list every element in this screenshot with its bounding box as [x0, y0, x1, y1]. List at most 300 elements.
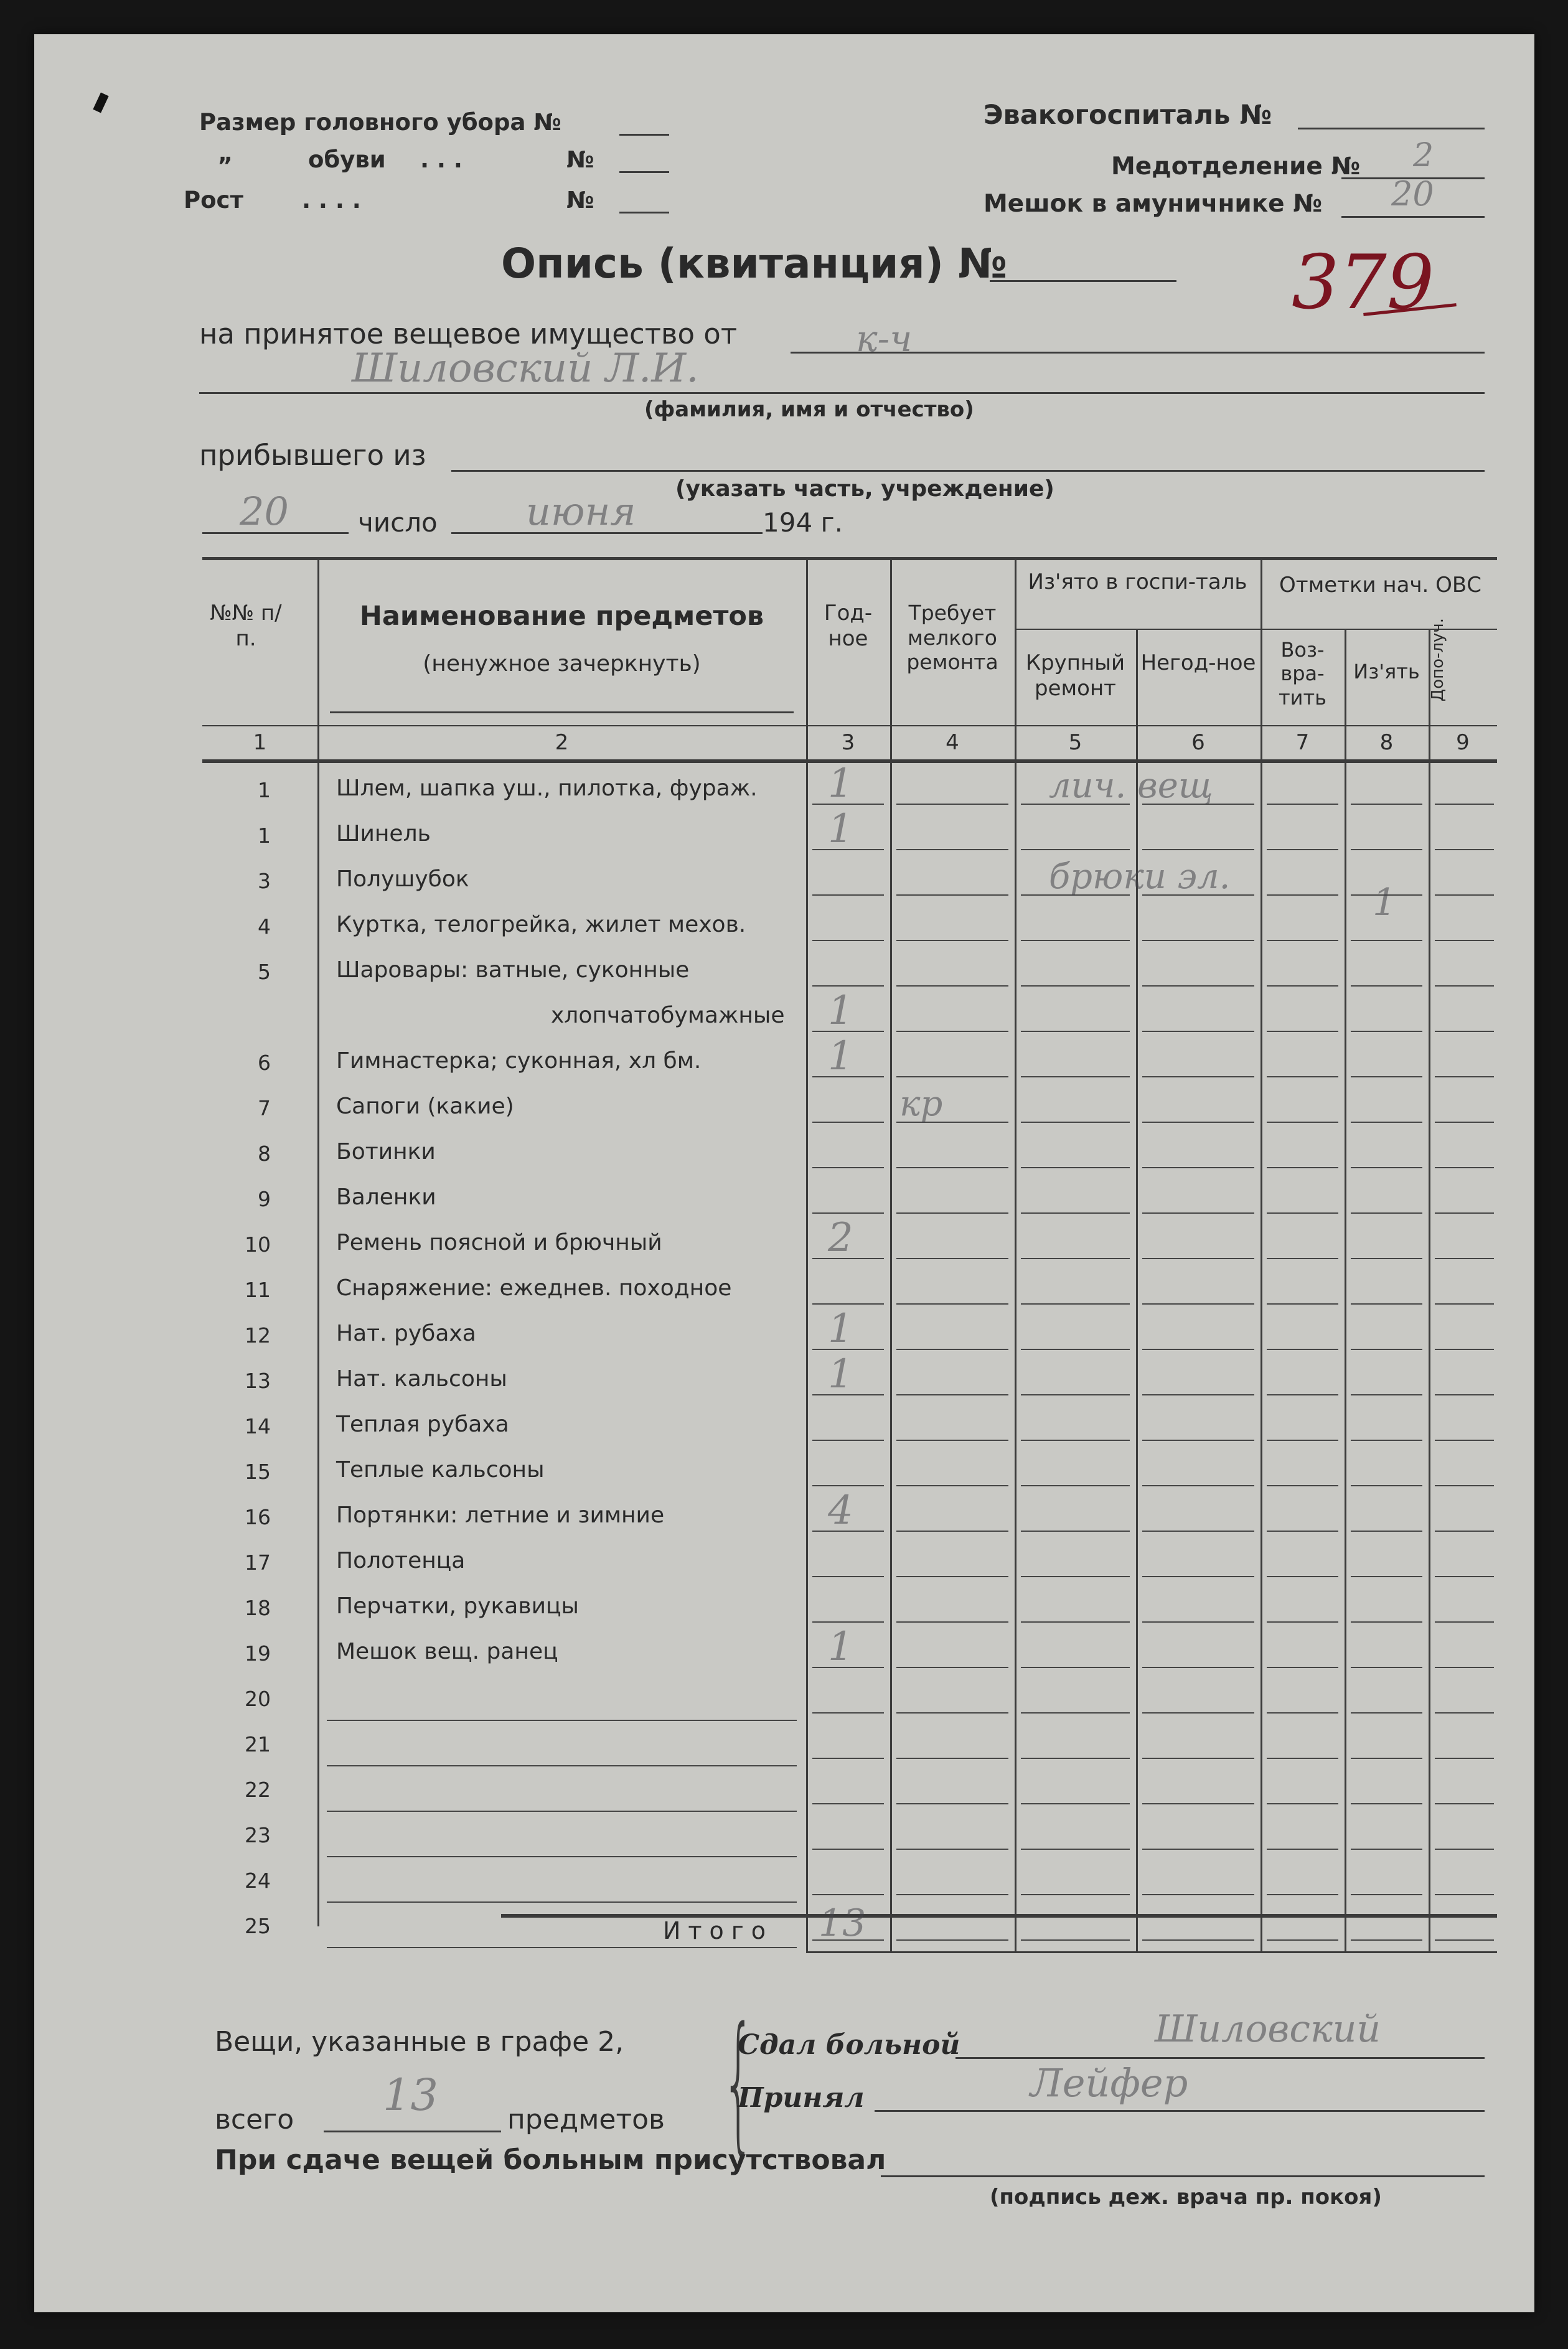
row-number: 25	[245, 1914, 271, 1938]
row-number: 18	[245, 1596, 271, 1620]
cell-line	[1021, 849, 1130, 850]
cell-line	[1142, 1031, 1254, 1032]
received-by-signature: Лейфер	[1030, 2060, 1188, 2106]
seized-sub-line	[1015, 629, 1261, 630]
row-item-name: хлопчатобумажные	[551, 1003, 785, 1028]
cell-line	[1021, 1167, 1130, 1168]
cell-line	[1021, 1621, 1130, 1623]
cell-line	[1142, 1894, 1254, 1895]
cell-line	[1142, 1667, 1254, 1668]
row-number: 24	[245, 1868, 271, 1893]
cell-line	[1021, 940, 1130, 941]
hat-size-label: Размер головного убора №	[199, 109, 561, 136]
cell-line	[1351, 1167, 1422, 1168]
cell-line	[896, 940, 1008, 941]
cell-line	[1142, 1349, 1254, 1350]
cell-line	[812, 1440, 884, 1441]
cell-line	[896, 1076, 1008, 1077]
row-blank-line	[327, 1765, 797, 1766]
row-blank-line	[327, 1720, 797, 1721]
cell-line	[896, 1349, 1008, 1350]
cell-line	[1267, 894, 1338, 896]
cell-line	[812, 1712, 884, 1714]
cell-line	[1267, 1758, 1338, 1759]
cell-line	[896, 1803, 1008, 1804]
col-num-3: 3	[841, 730, 855, 755]
cell-line	[812, 1803, 884, 1804]
cell-line	[1351, 1894, 1422, 1895]
cell-line	[1021, 1803, 1130, 1804]
cell-line	[1435, 1258, 1494, 1259]
cell-line	[812, 1485, 884, 1486]
row-number: 12	[245, 1323, 271, 1348]
col-header-extra: Допо-луч.	[1429, 617, 1447, 702]
cell-line	[1351, 1849, 1422, 1850]
col-num-6: 6	[1191, 730, 1205, 755]
col-header-major-repair: Крупный ремонт	[1025, 650, 1125, 701]
cell-line	[896, 894, 1008, 896]
cell-line	[896, 1712, 1008, 1714]
cell-line	[1351, 1303, 1422, 1305]
cell-line	[1435, 1667, 1494, 1668]
title-number-line	[990, 280, 1176, 282]
accepted-from-value: к-ч	[856, 317, 913, 360]
ovs-seize-mark: 1	[1373, 881, 1397, 924]
col-header-name: Наименование предметов	[359, 601, 764, 632]
cell-line	[1142, 1803, 1254, 1804]
cell-line	[1435, 849, 1494, 850]
received-by-line	[875, 2110, 1485, 2112]
shoe-size-line	[619, 171, 669, 173]
row-number: 20	[245, 1687, 271, 1711]
footer-total-line	[324, 2131, 501, 2132]
cell-line	[1142, 1303, 1254, 1305]
height-label: Рост	[184, 187, 243, 213]
footer-total-value: 13	[383, 2070, 439, 2121]
cell-line	[1351, 1939, 1422, 1941]
cell-line	[1142, 1621, 1254, 1623]
cell-line	[896, 1167, 1008, 1168]
cell-line	[1351, 1485, 1422, 1486]
cell-line	[1351, 1394, 1422, 1395]
table-row	[202, 1488, 1497, 1544]
cell-line	[1021, 1440, 1130, 1441]
margin-ink-mark	[93, 92, 108, 113]
cell-line	[1267, 1394, 1338, 1395]
cell-line	[1435, 940, 1494, 941]
col-header-num: №№ п/п.	[210, 601, 282, 651]
col-header-name-sub: (ненужное зачеркнуть)	[423, 651, 701, 677]
row-item-name: Шинель	[336, 821, 431, 846]
row-number: 11	[245, 1278, 271, 1302]
cell-line	[1021, 1849, 1130, 1850]
col-header-repair: Требует мелкого ремонта	[906, 601, 998, 675]
row-fit-value: 1	[828, 1351, 853, 1397]
cell-line	[1435, 894, 1494, 896]
cell-line	[1435, 1167, 1494, 1168]
row-blank-line	[327, 1856, 797, 1857]
cell-line	[1267, 1122, 1338, 1123]
row-number: 5	[258, 960, 271, 984]
cell-line	[1435, 1849, 1494, 1850]
cell-line	[1021, 1485, 1130, 1486]
cell-line	[1267, 1894, 1338, 1895]
row-number: 17	[245, 1550, 271, 1575]
cell-line	[1021, 1712, 1130, 1714]
name-header-underline	[330, 711, 794, 713]
cell-line	[812, 894, 884, 896]
cell-line	[1267, 1212, 1338, 1214]
row-number: 9	[258, 1187, 271, 1211]
cell-line	[1435, 1531, 1494, 1532]
cell-line	[1142, 1076, 1254, 1077]
cell-line	[1267, 1485, 1338, 1486]
items-in-col2-label: Вещи, указанные в графе 2,	[215, 2026, 624, 2058]
cell-line	[896, 1031, 1008, 1032]
table-row	[202, 1135, 1497, 1181]
cell-line	[1435, 1485, 1494, 1486]
cell-line	[1435, 985, 1494, 987]
cell-line	[1021, 1122, 1130, 1123]
total-label: Итого	[663, 1917, 774, 1944]
row-fit-value: 2	[828, 1215, 853, 1261]
row-number: 8	[258, 1142, 271, 1166]
height-dots: . . . .	[302, 187, 361, 213]
received-by-label: Принял	[738, 2082, 865, 2114]
cell-line	[812, 1303, 884, 1305]
row-number: 15	[245, 1460, 271, 1484]
handed-by-label: Сдал больной	[738, 2029, 960, 2061]
cell-line	[1267, 1031, 1338, 1032]
receipt-number: 379	[1292, 240, 1435, 326]
col-header-seize: Из'ять	[1353, 660, 1420, 683]
cell-line	[1021, 1031, 1130, 1032]
shoe-size-label: обуви	[308, 146, 386, 173]
hat-size-line	[619, 134, 669, 136]
col-header-unfit: Негод-ное	[1140, 650, 1256, 675]
total-value: 13	[819, 1901, 866, 1945]
row-number: 13	[245, 1369, 271, 1393]
bag-value: 20	[1391, 174, 1434, 213]
name-line	[199, 392, 1485, 394]
table-row	[202, 1726, 1497, 1771]
table-row	[202, 1215, 1497, 1272]
row-number: 4	[258, 914, 271, 939]
cell-line	[1267, 1667, 1338, 1668]
total-bottom-line	[806, 1951, 1497, 1953]
cell-line	[896, 1894, 1008, 1895]
row-item-name: Портянки: летние и зимние	[336, 1503, 665, 1528]
cell-line	[1267, 1712, 1338, 1714]
cell-line	[1351, 1258, 1422, 1259]
table-row	[202, 1544, 1497, 1590]
brace: {	[721, 1995, 756, 2169]
cell-line	[896, 1394, 1008, 1395]
inventory-table	[202, 557, 1497, 2026]
row-number: 7	[258, 1096, 271, 1120]
row-handwritten-note: кр	[899, 1084, 943, 1124]
receipt-form	[34, 34, 1534, 2312]
cell-line	[812, 1849, 884, 1850]
table-row	[202, 908, 1497, 954]
cell-line	[1435, 1758, 1494, 1759]
cell-line	[1351, 1758, 1422, 1759]
cell-line	[1435, 1394, 1494, 1395]
cell-line	[1021, 1531, 1130, 1532]
cell-line	[1021, 1349, 1130, 1350]
row-fit-value: 1	[828, 761, 853, 807]
cell-line	[1351, 1712, 1422, 1714]
cell-line	[896, 1576, 1008, 1577]
cell-line	[1142, 1849, 1254, 1850]
row-number: 16	[245, 1505, 271, 1529]
hospital-label: Эвакогоспиталь №	[984, 100, 1272, 131]
cell-line	[1351, 1440, 1422, 1441]
row-fit-value: 1	[828, 1033, 853, 1079]
cell-line	[1267, 1849, 1338, 1850]
table-row	[202, 1408, 1497, 1453]
cell-line	[1142, 1167, 1254, 1168]
row-blank-line	[327, 1811, 797, 1812]
row-number: 1	[258, 823, 271, 848]
cell-line	[1351, 849, 1422, 850]
present-label: При сдаче вещей больным присутствовал	[215, 2144, 886, 2176]
cell-line	[1021, 1894, 1130, 1895]
shoe-size-no: №	[566, 146, 594, 173]
col-num-7: 7	[1295, 730, 1310, 755]
unit-caption: (указать часть, учреждение)	[675, 476, 1054, 502]
cell-line	[1142, 1758, 1254, 1759]
row-fit-value: 1	[828, 1624, 853, 1670]
row-number: 1	[258, 778, 271, 802]
row-item-name: Сапоги (какие)	[336, 1094, 514, 1119]
cell-line	[1267, 1440, 1338, 1441]
row-blank-line	[327, 1947, 797, 1948]
cell-line	[1267, 804, 1338, 805]
cell-line	[1142, 1939, 1254, 1941]
table-row	[202, 1351, 1497, 1408]
footer-total-label: всего	[215, 2104, 294, 2136]
cell-line	[1021, 985, 1130, 987]
date-month: июня	[526, 489, 636, 534]
cell-line	[1351, 1031, 1422, 1032]
present-caption: (подпись деж. врача пр. покоя)	[990, 2185, 1382, 2210]
page-title: Опись (квитанция) №	[501, 240, 1008, 288]
row-number: 21	[245, 1732, 271, 1756]
cell-line	[1267, 1258, 1338, 1259]
cell-line	[1435, 1122, 1494, 1123]
cell-line	[812, 1167, 884, 1168]
table-row	[202, 806, 1497, 863]
handed-by-signature: Шиловский	[1155, 2007, 1381, 2051]
cell-line	[1267, 1621, 1338, 1623]
cell-line	[1267, 1076, 1338, 1077]
person-name: Шиловский Л.И.	[352, 345, 699, 392]
ovs-sub-line	[1261, 629, 1497, 630]
cell-line	[1021, 1303, 1130, 1305]
table-row	[202, 1771, 1497, 1817]
cell-line	[1351, 985, 1422, 987]
cell-line	[1267, 1349, 1338, 1350]
col-num-8: 8	[1379, 730, 1394, 755]
cell-line	[896, 1212, 1008, 1214]
cell-line	[1267, 1576, 1338, 1577]
present-line	[881, 2175, 1485, 2177]
cell-line	[896, 849, 1008, 850]
cell-line	[1435, 1621, 1494, 1623]
cell-line	[1351, 1349, 1422, 1350]
cell-line	[1351, 1576, 1422, 1577]
row-number: 6	[258, 1051, 271, 1075]
row-number: 22	[245, 1778, 271, 1802]
accepted-from-label: на принятое вещевое имущество от	[199, 317, 738, 350]
row-number: 19	[245, 1641, 271, 1666]
row-item-name: Куртка, телогрейка, жилет мехов.	[336, 912, 746, 937]
table-row	[202, 1681, 1497, 1726]
row-fit-value: 4	[828, 1488, 853, 1534]
cell-line	[1351, 1621, 1422, 1623]
cell-line	[896, 1303, 1008, 1305]
row-item-name: Нат. кальсоны	[336, 1366, 507, 1392]
row-number: 10	[245, 1232, 271, 1257]
row-item-name: Мешок вещ. ранец	[336, 1639, 558, 1664]
cell-line	[896, 804, 1008, 805]
med-dept-label: Медотделение №	[1111, 152, 1361, 181]
row-item-name: Перчатки, рукавицы	[336, 1593, 579, 1619]
col-num-1: 1	[253, 730, 267, 755]
col-header-fit: Год-ное	[824, 601, 873, 651]
cell-line	[896, 1531, 1008, 1532]
cell-line	[1021, 1258, 1130, 1259]
cell-line	[1267, 1803, 1338, 1804]
cell-line	[1267, 1939, 1338, 1941]
col-num-5: 5	[1068, 730, 1082, 755]
cell-line	[896, 1758, 1008, 1759]
hospital-line	[1298, 128, 1485, 129]
med-dept-value: 2	[1413, 137, 1434, 174]
cell-line	[1351, 1803, 1422, 1804]
arrived-from-line	[451, 470, 1485, 472]
row-handwritten-note: лич. вещ	[1049, 766, 1213, 806]
row-item-name: Шаровары: ватные, суконные	[336, 957, 690, 983]
cell-line	[1267, 1303, 1338, 1305]
row-number: 14	[245, 1414, 271, 1438]
row-item-name: Нат. рубаха	[336, 1321, 476, 1346]
cell-line	[1435, 804, 1494, 805]
row-item-name: Снаряжение: ежеднев. походное	[336, 1275, 732, 1301]
row-item-name: Теплые кальсоны	[336, 1457, 545, 1483]
cell-line	[1142, 1122, 1254, 1123]
row-fit-value: 1	[828, 806, 853, 852]
cell-line	[1142, 985, 1254, 987]
cell-line	[1435, 1303, 1494, 1305]
cell-line	[1142, 940, 1254, 941]
cell-line	[1435, 1212, 1494, 1214]
table-row	[202, 1084, 1497, 1135]
row-fit-value: 1	[828, 1306, 853, 1352]
bag-line	[1341, 216, 1485, 218]
cell-line	[1267, 849, 1338, 850]
row-handwritten-note: брюки эл.	[1049, 856, 1231, 897]
shoe-size-dots: . . .	[420, 146, 462, 173]
height-no: №	[566, 187, 594, 213]
total-top-line	[501, 1914, 1497, 1918]
cell-line	[1021, 1758, 1130, 1759]
col-header-seized: Из'ято в госпи-таль	[1028, 570, 1247, 594]
arrived-from-label: прибывшего из	[199, 439, 426, 472]
cell-line	[1142, 1212, 1254, 1214]
cell-line	[1351, 804, 1422, 805]
table-row	[202, 856, 1497, 908]
cell-line	[1021, 1667, 1130, 1668]
cell-line	[1267, 1531, 1338, 1532]
cell-line	[1435, 1076, 1494, 1077]
table-row	[202, 1033, 1497, 1090]
bag-label: Мешок в амуничнике №	[984, 190, 1323, 218]
cell-line	[1021, 1939, 1130, 1941]
cell-line	[1142, 1712, 1254, 1714]
cell-line	[1351, 1531, 1422, 1532]
cell-line	[1142, 1576, 1254, 1577]
row-number: 23	[245, 1823, 271, 1847]
row-blank-line	[327, 1901, 797, 1903]
col-num-2: 2	[555, 730, 569, 755]
height-line	[619, 212, 669, 213]
row-item-name: Валенки	[336, 1184, 436, 1210]
cell-line	[1142, 1258, 1254, 1259]
cell-line	[1351, 940, 1422, 941]
shoe-size-mark: „	[218, 140, 233, 167]
cell-line	[1142, 1485, 1254, 1486]
row-item-name: Полотенца	[336, 1548, 466, 1573]
header-bottom-line	[202, 725, 1497, 726]
cell-line	[896, 985, 1008, 987]
cell-line	[896, 1621, 1008, 1623]
table-top-border	[202, 557, 1497, 560]
cell-line	[812, 940, 884, 941]
cell-line	[1267, 940, 1338, 941]
row-item-name: Полушубок	[336, 866, 469, 892]
cell-line	[896, 1258, 1008, 1259]
cell-line	[812, 985, 884, 987]
col-num-9: 9	[1456, 730, 1470, 755]
col-header-ovs: Отметки нач. ОВС	[1279, 573, 1481, 598]
col-header-return: Воз-вра-тить	[1279, 638, 1326, 710]
row-item-name: Ботинки	[336, 1139, 436, 1165]
cell-line	[1021, 1394, 1130, 1395]
cell-line	[896, 1849, 1008, 1850]
cell-line	[1435, 1803, 1494, 1804]
cell-line	[1142, 849, 1254, 850]
cell-line	[1267, 1167, 1338, 1168]
cell-line	[1351, 1122, 1422, 1123]
cell-line	[1142, 1440, 1254, 1441]
col-num-4: 4	[946, 730, 959, 755]
cell-line	[1267, 985, 1338, 987]
cell-line	[812, 1758, 884, 1759]
cell-line	[1021, 1576, 1130, 1577]
cell-line	[896, 1939, 1008, 1941]
cell-line	[812, 1122, 884, 1123]
row-item-name: Шлем, шапка уш., пилотка, фураж.	[336, 776, 758, 801]
table-row	[202, 1624, 1497, 1681]
cell-line	[1435, 1576, 1494, 1577]
row-fit-value: 1	[828, 988, 853, 1034]
cell-line	[812, 1621, 884, 1623]
cell-line	[1435, 1712, 1494, 1714]
date-day: 20	[240, 489, 289, 534]
cell-line	[896, 1485, 1008, 1486]
